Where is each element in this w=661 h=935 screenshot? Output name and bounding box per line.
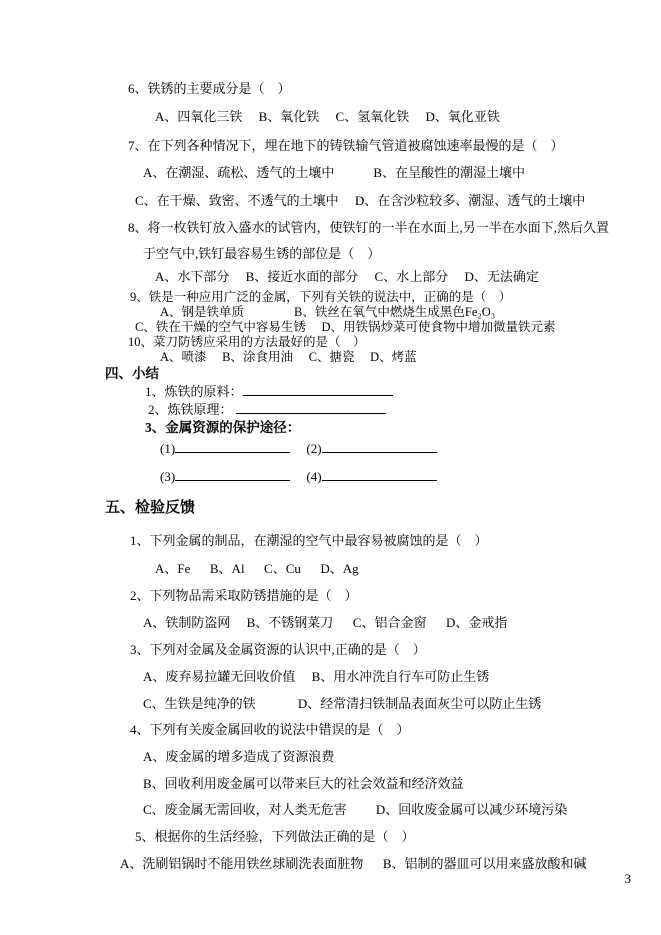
text-segment: A、Fe B、Al C、Cu D、Ag — [155, 561, 359, 576]
q10-options — [0, 350, 641, 365]
document-body — [0, 80, 641, 872]
fb-q3-options-cd — [0, 695, 641, 712]
summary-blanks-3-4 — [0, 468, 641, 485]
fb-q2-stem — [0, 587, 641, 604]
text-segment: 1、炼铁的原料： — [145, 384, 243, 399]
text-segment: C、废金属无需回收，对人类无危害 D、回收废金属可以减少环境污染 — [143, 802, 568, 817]
answer-blank — [175, 440, 290, 453]
fb-q3-stem — [0, 641, 641, 658]
summary-item-1 — [0, 383, 641, 400]
text-segment: A、钢是铁单质 B、铁丝在氧气中燃烧生成黑色Fe₂O₃ — [160, 305, 496, 319]
fb-q4-stem — [0, 721, 641, 738]
answer-blank — [236, 401, 386, 414]
q9-stem — [0, 290, 641, 305]
text-segment: 于空气中,铁钉最容易生锈的部位是（ ） — [143, 246, 381, 261]
text-segment: 3、金属资源的保护途径： — [145, 420, 301, 435]
answer-blank — [243, 383, 393, 396]
q7-options-cd — [0, 192, 641, 209]
answer-blank — [322, 468, 437, 481]
section-heading-feedback — [0, 498, 641, 518]
text-segment: 9、铁是一种应用广泛的金属，下列有关铁的说法中，正确的是（ ） — [130, 290, 512, 304]
text-segment: A、废金属的增多造成了资源浪费 — [143, 749, 335, 764]
text-segment: C、生铁是纯净的铁 D、经常清扫铁制品表面灰尘可以防止生锈 — [143, 696, 542, 711]
q6-stem — [0, 80, 641, 97]
q8-stem-line2 — [0, 245, 641, 262]
text-segment: 7、在下列各种情况下，埋在地下的铸铁输气管道被腐蚀速率最慢的是（ ） — [128, 138, 564, 153]
text-segment: (2) — [290, 441, 322, 456]
text-segment: 10、菜刀防锈应采用的方法最好的是（ ） — [128, 335, 366, 349]
q7-stem — [0, 137, 641, 154]
text-segment: (4) — [290, 469, 322, 484]
text-segment: 3、下列对金属及金属资源的认识中,正确的是（ ） — [130, 642, 426, 657]
text-segment: 4、下列有关废金属回收的说法中错误的是（ ） — [130, 722, 410, 737]
text-segment: B、回收利用废金属可以带来巨大的社会效益和经济效益 — [143, 776, 464, 791]
summary-item-2 — [0, 401, 641, 418]
summary-item-3 — [0, 419, 641, 437]
page-number: 3 — [624, 871, 631, 886]
fb-q1-stem — [0, 532, 641, 549]
text-segment: 1、下列金属的制品，在潮湿的空气中最容易被腐蚀的是（ ） — [130, 533, 488, 548]
text-segment: A、水下部分 B、接近水面的部分 C、水上部分 D、无法确定 — [155, 269, 539, 284]
q10-stem — [0, 335, 641, 350]
q6-options — [0, 108, 641, 125]
text-segment: A、洗刷铝锅时不能用铁丝球刷洗表面脏物 B、铝制的器皿可以用来盛放酸和碱 — [120, 856, 587, 871]
text-segment: A、四氧化三铁 B、氧化铁 C、氢氧化铁 D、氧化亚铁 — [155, 109, 500, 124]
text-segment: A、废弃易拉罐无回收价值 B、用水冲洗自行车可防止生锈 — [143, 669, 490, 684]
text-segment: 2、下列物品需采取防锈措施的是（ ） — [130, 588, 358, 603]
q9-options-ab — [0, 305, 641, 320]
q9-options-cd — [0, 320, 641, 335]
fb-q2-options — [0, 614, 641, 631]
text-segment: C、铁在干燥的空气中容易生锈 D、用铁锅炒菜可使食物中增加微量铁元素 — [135, 320, 556, 334]
fb-q4-option-a — [0, 748, 641, 765]
text-segment: 5、根据你的生活经验，下列做法正确的是（ ） — [135, 829, 415, 844]
answer-blank — [322, 440, 437, 453]
answer-blank — [175, 468, 290, 481]
text-segment: A、在潮湿、疏松、透气的土壤中 B、在呈酸性的潮湿土壤中 — [143, 165, 526, 180]
q8-stem-line1 — [0, 219, 641, 236]
text-segment: (3) — [160, 469, 176, 484]
text-segment: A、铁制防盗网 B、不锈钢菜刀 C、铝合金窗 D、金戒指 — [143, 615, 508, 630]
fb-q4-option-b — [0, 775, 641, 792]
fb-q5-options — [0, 855, 641, 872]
fb-q5-stem — [0, 828, 641, 845]
text-segment: 6、铁锈的主要成分是（ ） — [128, 81, 291, 96]
q8-options — [0, 268, 641, 285]
text-segment: 五、检验反馈 — [105, 500, 196, 516]
fb-q1-options — [0, 560, 641, 577]
text-segment: A、喷漆 B、涂食用油 C、搪瓷 D、烤蓝 — [160, 350, 417, 364]
text-segment: 8、将一枚铁钉放入盛水的试管内，使铁钉的一半在水面上,另一半在水面下,然后久置 — [128, 220, 610, 235]
section-heading-summary — [0, 365, 641, 383]
fb-q3-options-ab — [0, 668, 641, 685]
q7-options-ab — [0, 164, 641, 181]
text-segment: 四、小结 — [105, 366, 159, 381]
text-segment: (1) — [160, 441, 176, 456]
summary-blanks-1-2 — [0, 440, 641, 457]
text-segment: C、在干燥、致密、不透气的土壤中 D、在含沙粒较多、潮湿、透气的土壤中 — [135, 193, 586, 208]
text-segment: 2、炼铁原理： — [148, 402, 236, 417]
fb-q4-options-cd — [0, 801, 641, 818]
